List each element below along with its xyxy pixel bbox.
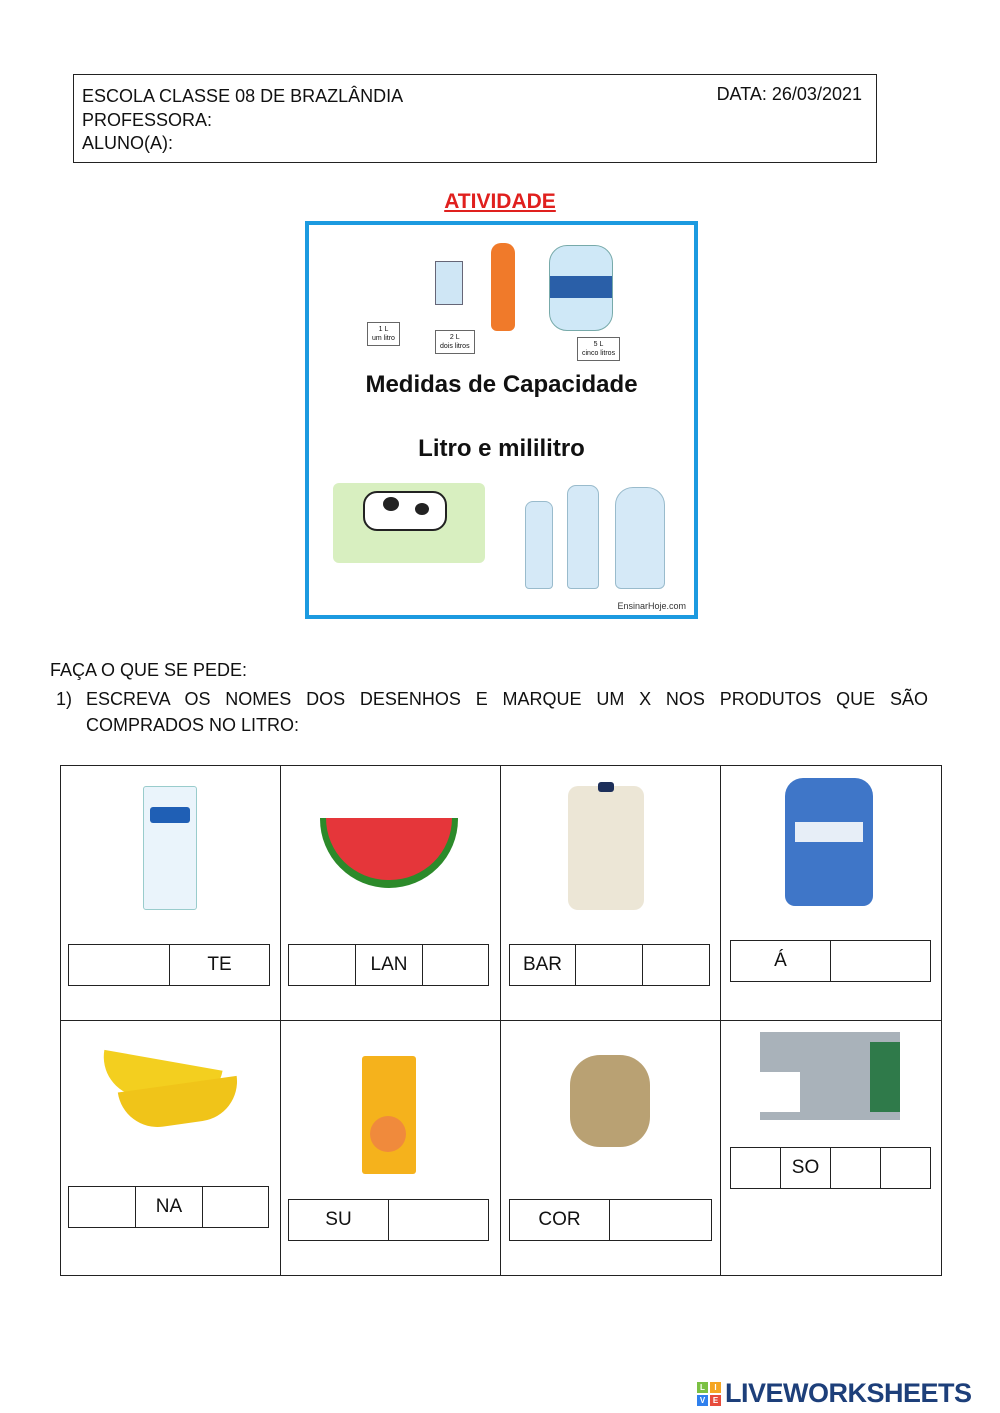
syllable: SO bbox=[781, 1148, 831, 1188]
syllable: COR bbox=[510, 1200, 610, 1240]
word-box-gasoline bbox=[730, 1147, 931, 1189]
syllable-input[interactable] bbox=[643, 945, 709, 985]
cow-milking-icon bbox=[333, 483, 485, 563]
word-box-juice bbox=[288, 1199, 489, 1241]
rope-picture bbox=[570, 1055, 650, 1147]
word-box-banana bbox=[68, 1186, 269, 1228]
syllable: TE bbox=[207, 954, 232, 975]
syllable: LAN bbox=[356, 945, 423, 985]
syllable-input[interactable] bbox=[831, 1148, 881, 1188]
syllable-input[interactable] bbox=[831, 941, 930, 981]
student-label: ALUNO(A): bbox=[82, 133, 174, 153]
syllable-input[interactable] bbox=[731, 1148, 781, 1188]
syllable-input[interactable] bbox=[289, 945, 356, 985]
instructions: FAÇA O QUE SE PEDE: bbox=[50, 660, 248, 680]
syllable-input[interactable] bbox=[576, 945, 643, 985]
bottle-large-icon bbox=[615, 487, 665, 589]
tag-5l: 5 L cinco litros bbox=[577, 337, 620, 361]
syllable: NA bbox=[136, 1187, 203, 1227]
syllable-input[interactable] bbox=[610, 1200, 711, 1240]
bottle-medium-icon bbox=[567, 485, 599, 589]
brand-name: LIVEWORKSHEETS bbox=[725, 1378, 972, 1408]
word-box-string bbox=[509, 944, 710, 986]
teacher-label: PROFESSORA: bbox=[82, 110, 213, 130]
activity-title: ATIVIDADE bbox=[444, 190, 556, 213]
question-text: ESCREVA OS NOMES DOS DESENHOS E MARQUE UM X NOS PRODUTOS QUE SÃO COMPRADOS NO LITRO: bbox=[86, 689, 928, 735]
syllable-input[interactable] bbox=[881, 1148, 930, 1188]
syllable-input[interactable] bbox=[69, 1187, 136, 1227]
bottle-small-icon bbox=[525, 501, 553, 589]
date: DATA: 26/03/2021 bbox=[716, 84, 862, 104]
word-box-watermelon bbox=[288, 944, 489, 986]
syllable: Á bbox=[731, 941, 831, 981]
logo-icon: L I V E bbox=[697, 1382, 721, 1406]
question-1 bbox=[56, 686, 928, 738]
soda-bottle-icon bbox=[491, 243, 515, 331]
school-name: ESCOLA CLASSE 08 DE BRAZLÂNDIA bbox=[82, 86, 404, 106]
syllable-input[interactable] bbox=[203, 1187, 268, 1227]
word-box-milk bbox=[68, 944, 270, 986]
question-number: 1) bbox=[56, 689, 73, 709]
cover-subtitle: Litro e mililitro bbox=[418, 435, 585, 462]
syllable-input[interactable] bbox=[389, 1200, 488, 1240]
water-jug-picture bbox=[785, 778, 873, 906]
syllable: SU bbox=[289, 1200, 389, 1240]
water-jug-icon bbox=[549, 245, 613, 331]
tag-1l: 1 L um litro bbox=[367, 322, 400, 346]
liveworksheets-logo[interactable] bbox=[697, 1378, 972, 1409]
bananas-picture bbox=[100, 1040, 240, 1140]
syllable-input[interactable] bbox=[423, 945, 488, 985]
milk-carton-icon bbox=[435, 261, 463, 305]
cover-title: Medidas de Capacidade bbox=[365, 371, 638, 398]
juice-box-picture bbox=[362, 1056, 416, 1174]
gasoline-pump-picture bbox=[760, 1032, 900, 1120]
syllable: BAR bbox=[510, 945, 576, 985]
string-spool-picture bbox=[568, 786, 644, 910]
cover-image bbox=[305, 221, 698, 619]
word-box-water bbox=[730, 940, 931, 982]
syllable-input[interactable] bbox=[69, 945, 170, 985]
cover-site: EnsinarHoje.com bbox=[617, 601, 686, 611]
word-box-rope bbox=[509, 1199, 712, 1241]
tag-2l: 2 L dois litros bbox=[435, 330, 475, 354]
milk-carton-picture bbox=[143, 786, 197, 910]
header-box bbox=[73, 74, 877, 163]
